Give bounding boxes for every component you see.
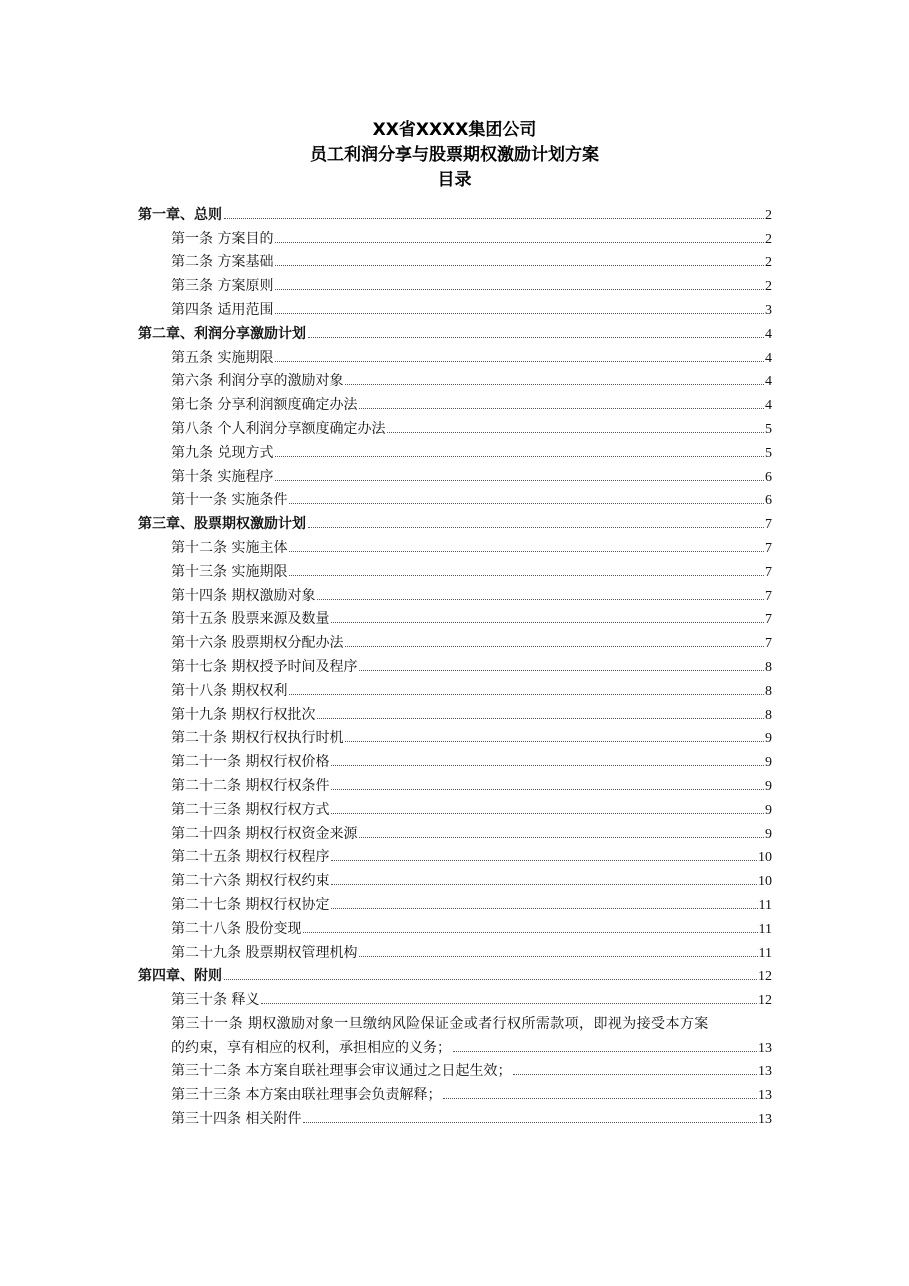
toc-dot-leader — [345, 384, 764, 385]
toc-article-entry[interactable] — [138, 1080, 772, 1104]
toc-article-entry[interactable] — [138, 1033, 772, 1057]
toc-article-entry[interactable] — [138, 1104, 772, 1128]
toc-entry-label: 第八条 个人利润分享额度确定办法 — [171, 420, 386, 437]
toc-entry-label: 第十八条 期权权利 — [171, 682, 288, 699]
toc-entry-label: 第二十三条 期权行权方式 — [171, 801, 330, 818]
toc-entry-label: 第二章、利润分享激励计划 — [138, 325, 306, 342]
toc-dot-leader — [453, 1051, 757, 1052]
toc-article-entry[interactable] — [138, 343, 772, 367]
toc-entry-label: 第一条 方案目的 — [171, 230, 274, 247]
toc-entry-label: 第十三条 实施期限 — [171, 563, 288, 580]
toc-entry-label: 第一章、总则 — [138, 206, 222, 223]
toc-dot-leader — [331, 813, 764, 814]
toc-article-entry[interactable] — [138, 985, 772, 1009]
toc-article-entry[interactable] — [138, 795, 772, 819]
toc-page-number: 7 — [765, 540, 772, 556]
toc-page-number: 11 — [758, 945, 772, 961]
toc-dot-leader — [331, 884, 757, 885]
toc-article-entry[interactable] — [138, 271, 772, 295]
toc-chapter-entry[interactable] — [138, 200, 772, 224]
toc-page-number: 7 — [765, 636, 772, 652]
toc-article-entry[interactable] — [138, 224, 772, 248]
toc-article-entry[interactable] — [138, 295, 772, 319]
toc-dot-leader — [275, 361, 764, 362]
toc-page-number: 7 — [765, 517, 772, 533]
toc-entry-label: 第十五条 股票来源及数量 — [171, 611, 330, 628]
toc-page-number: 8 — [765, 707, 772, 723]
toc-page-number: 8 — [765, 659, 772, 675]
toc-dot-leader — [331, 765, 764, 766]
toc-page-number: 9 — [765, 731, 772, 747]
toc-entry-label: 第十条 实施程序 — [171, 468, 274, 485]
toc-page-number: 9 — [765, 778, 772, 794]
toc-article-entry[interactable] — [138, 486, 772, 510]
toc-page-number: 9 — [765, 826, 772, 842]
toc-page-number: 4 — [765, 374, 772, 390]
toc-article-entry[interactable] — [138, 866, 772, 890]
toc-page-number: 10 — [758, 874, 772, 890]
toc-entry-label: 第二十六条 期权行权约束 — [171, 873, 330, 890]
toc-dot-leader — [331, 908, 757, 909]
toc-entry-label: 第二十一条 期权行权价格 — [171, 754, 330, 771]
toc-article-entry[interactable] — [138, 938, 772, 962]
toc-article-entry[interactable] — [138, 676, 772, 700]
toc-entry-label: 第七条 分享利润额度确定办法 — [171, 397, 358, 414]
toc-page-number: 2 — [765, 231, 772, 247]
toc-dot-leader — [331, 860, 757, 861]
toc-page-number: 10 — [758, 850, 772, 866]
toc-article-entry[interactable] — [138, 890, 772, 914]
toc-dot-leader — [303, 1122, 757, 1123]
toc-article-entry[interactable] — [138, 390, 772, 414]
toc-dot-leader — [308, 527, 764, 528]
toc-article-entry[interactable] — [138, 581, 772, 605]
toc-article-entry[interactable] — [138, 628, 772, 652]
toc-entry-label: 第三条 方案原则 — [171, 278, 274, 295]
toc-chapter-entry[interactable] — [138, 509, 772, 533]
toc-dot-leader — [513, 1074, 757, 1075]
toc-heading: 目录 — [437, 170, 472, 190]
toc-article-entry[interactable] — [138, 819, 772, 843]
toc-article-entry[interactable] — [138, 771, 772, 795]
toc-article-entry[interactable] — [138, 652, 772, 676]
toc-dot-leader — [331, 622, 764, 623]
toc-page-number: 4 — [765, 398, 772, 414]
toc-page-number: 12 — [758, 993, 772, 1009]
toc-dot-leader — [303, 932, 757, 933]
toc-dot-leader — [289, 575, 764, 576]
toc-entry-label: 第十一条 实施条件 — [171, 492, 288, 509]
toc-entry-label: 第二条 方案基础 — [171, 254, 274, 271]
toc-dot-leader — [275, 313, 764, 314]
toc-dot-leader — [308, 337, 764, 338]
toc-chapter-entry[interactable] — [138, 319, 772, 343]
toc-page-number: 6 — [765, 493, 772, 509]
toc-page-number: 2 — [765, 207, 772, 223]
toc-dot-leader — [443, 1098, 757, 1099]
toc-entry-label: 第二十四条 期权行权资金来源 — [171, 825, 358, 842]
toc-dot-leader — [359, 956, 757, 957]
toc-page-number: 3 — [765, 302, 772, 318]
toc-entry-label: 第三十四条 相关附件 — [171, 1111, 302, 1128]
toc-dot-leader — [275, 242, 764, 243]
toc-page-number: 7 — [765, 612, 772, 628]
toc-entry-label: 第三十二条 本方案自联社理事会审议通过之日起生效； — [171, 1063, 512, 1080]
toc-article-entry[interactable] — [138, 747, 772, 771]
toc-article-entry[interactable] — [138, 367, 772, 391]
toc-dot-leader — [345, 741, 764, 742]
toc-dot-leader — [224, 979, 757, 980]
toc-entry-label: 第三章、股票期权激励计划 — [138, 516, 306, 533]
toc-page-number: 7 — [765, 588, 772, 604]
toc-entry-label: 第九条 兑现方式 — [171, 444, 274, 461]
toc-entry-label: 第十七条 期权授予时间及程序 — [171, 658, 358, 675]
toc-page-number: 9 — [765, 755, 772, 771]
toc-dot-leader — [359, 670, 764, 671]
toc-entry-label: 的约束，享有相应的权利，承担相应的义务； — [171, 1039, 451, 1056]
toc-entry-label: 第三十三条 本方案由联社理事会负责解释； — [171, 1087, 442, 1104]
toc-dot-leader — [261, 1003, 757, 1004]
toc-dot-leader — [359, 408, 764, 409]
toc-page-number: 13 — [758, 1112, 772, 1128]
toc-article-entry[interactable] — [138, 414, 772, 438]
toc-page-number: 13 — [758, 1064, 772, 1080]
toc-page-number: 5 — [765, 445, 772, 461]
toc-article-entry[interactable] — [138, 914, 772, 938]
toc-dot-leader — [275, 456, 764, 457]
toc-dot-leader — [317, 718, 764, 719]
toc-entry-label: 第二十七条 期权行权协定 — [171, 896, 330, 913]
toc-article-entry[interactable] — [138, 438, 772, 462]
toc-page-number: 2 — [765, 255, 772, 271]
toc-page-number: 13 — [758, 1088, 772, 1104]
toc-page-number: 11 — [758, 897, 772, 913]
toc-page-number: 2 — [765, 279, 772, 295]
toc-entry-label: 第四条 适用范围 — [171, 301, 274, 318]
toc-page-number: 9 — [765, 802, 772, 818]
toc-dot-leader — [275, 480, 764, 481]
company-name: XX省XXXX集团公司 — [372, 120, 537, 140]
toc-entry-label: 第五条 实施期限 — [171, 349, 274, 366]
toc-dot-leader — [289, 551, 764, 552]
toc-article-entry[interactable] — [138, 605, 772, 629]
toc-entry-label: 第十六条 股票期权分配办法 — [171, 635, 344, 652]
toc-dot-leader — [317, 599, 764, 600]
toc-page-number: 11 — [758, 921, 772, 937]
toc-entry-label: 第十四条 期权激励对象 — [171, 587, 316, 604]
toc-entry-label: 第十二条 实施主体 — [171, 539, 288, 556]
toc-dot-leader — [275, 265, 764, 266]
toc-article-entry[interactable] — [138, 700, 772, 724]
table-of-contents — [138, 200, 772, 1128]
toc-entry-label: 第六条 利润分享的激励对象 — [171, 373, 344, 390]
toc-article-entry[interactable] — [138, 248, 772, 272]
document-title-block — [0, 118, 909, 193]
toc-article-entry[interactable] — [138, 533, 772, 557]
toc-entry-label: 第二十五条 期权行权程序 — [171, 849, 330, 866]
toc-dot-leader — [331, 789, 764, 790]
toc-entry-label: 第四章、附则 — [138, 968, 222, 985]
toc-page-number: 8 — [765, 683, 772, 699]
toc-article-entry[interactable] — [138, 724, 772, 748]
toc-dot-leader — [345, 646, 764, 647]
toc-page-number: 4 — [765, 326, 772, 342]
toc-page-number: 7 — [765, 564, 772, 580]
toc-chapter-entry[interactable] — [138, 962, 772, 986]
toc-dot-leader — [289, 503, 764, 504]
toc-page-number: 6 — [765, 469, 772, 485]
toc-article-entry[interactable] — [138, 843, 772, 867]
toc-entry-label: 第二十九条 股票期权管理机构 — [171, 944, 358, 961]
toc-entry-label: 第三十条 释义 — [171, 992, 260, 1009]
toc-page-number: 12 — [758, 969, 772, 985]
toc-article-entry[interactable] — [138, 557, 772, 581]
toc-entry-label: 第二十二条 期权行权条件 — [171, 777, 330, 794]
toc-page-number: 4 — [765, 350, 772, 366]
toc-article-entry[interactable] — [138, 1009, 772, 1033]
toc-dot-leader — [224, 218, 764, 219]
toc-entry-label: 第二十八条 股份变现 — [171, 920, 302, 937]
toc-article-entry[interactable] — [138, 462, 772, 486]
toc-entry-label: 第三十一条 期权激励对象一旦缴纳风险保证金或者行权所需款项，即视为接受本方案 — [171, 1015, 709, 1032]
toc-dot-leader — [387, 432, 764, 433]
toc-dot-leader — [275, 289, 764, 290]
toc-article-entry[interactable] — [138, 1057, 772, 1081]
toc-page-number: 5 — [765, 421, 772, 437]
plan-title: 员工利润分享与股票期权激励计划方案 — [310, 145, 599, 165]
toc-entry-label: 第十九条 期权行权批次 — [171, 706, 316, 723]
toc-page-number: 13 — [758, 1040, 772, 1056]
toc-dot-leader — [359, 837, 764, 838]
toc-dot-leader — [289, 694, 764, 695]
toc-entry-label: 第二十条 期权行权执行时机 — [171, 730, 344, 747]
